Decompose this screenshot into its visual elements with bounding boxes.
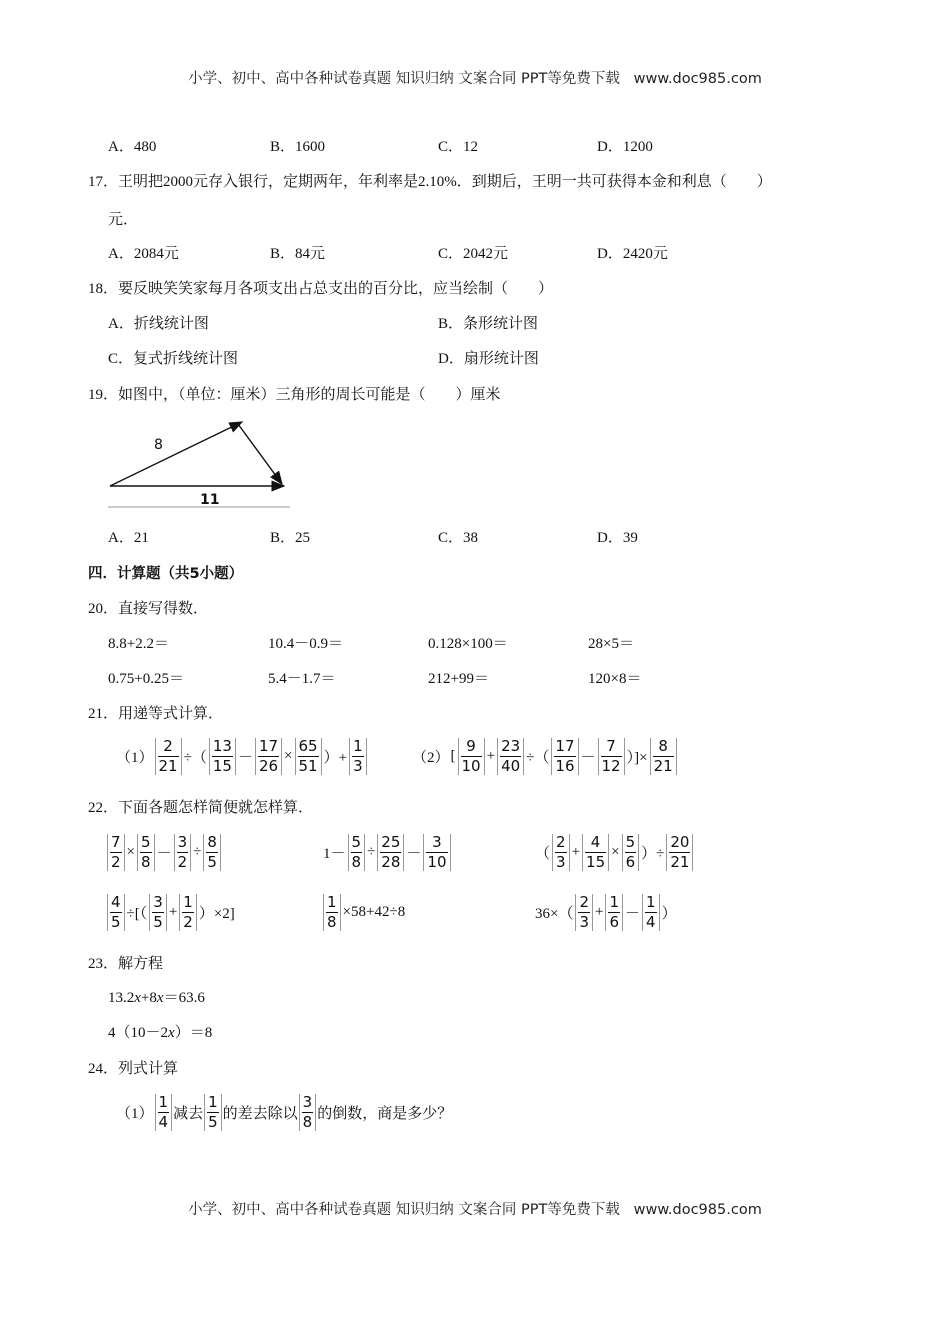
- fraction: $\frac{8}{5}$: [203, 834, 221, 871]
- footer-text: 小学、初中、高中各种试卷真题 知识归纳 文案合同 PPT等免费下载: [188, 1202, 620, 1218]
- fraction: $\frac{3}{8}$: [299, 1094, 317, 1131]
- footer-url: www.doc985.com: [633, 1202, 762, 1218]
- operator: －: [156, 846, 172, 862]
- triangle-figure: [104, 414, 294, 512]
- fraction: $\frac{1}{5}$: [204, 1094, 222, 1131]
- fraction: $\frac{1}{2}$: [179, 894, 197, 931]
- operator: 36×（: [535, 906, 574, 922]
- q20-item: 5.4－1.7＝: [268, 671, 336, 687]
- expr-label: （1）: [116, 750, 154, 766]
- fraction: $\frac{65}{51}$: [295, 738, 322, 775]
- base-label: 11: [200, 492, 220, 508]
- q24-stem: 24．列式计算: [88, 1061, 179, 1077]
- expr-label: （1）: [116, 1106, 154, 1122]
- q19-option-d: D．39: [597, 530, 638, 546]
- operator: －: [237, 750, 253, 766]
- q17-option-d: D．2420元: [597, 246, 668, 262]
- fraction: $\frac{9}{10}$: [458, 738, 485, 775]
- fraction: $\frac{1}{8}$: [323, 894, 341, 931]
- q22-expression-5: [322, 894, 406, 931]
- header-url: www.doc985.com: [633, 71, 762, 87]
- fraction: $\frac{13}{15}$: [209, 738, 236, 775]
- fraction: $\frac{7}{2}$: [107, 834, 125, 871]
- q18-option-a: A．折线统计图: [108, 316, 209, 332]
- q17-stem: 17．王明把2000元存入银行，定期两年，年利率是2.10%．到期后，王明一共可获得本金和利息（ ）: [88, 174, 772, 190]
- side-left-label: 8: [154, 437, 163, 453]
- operator: +: [486, 748, 496, 764]
- operator: ）×2]: [198, 906, 235, 922]
- fraction: $\frac{23}{40}$: [497, 738, 524, 775]
- fraction: $\frac{3}{2}$: [174, 834, 192, 871]
- q23-stem: 23．解方程: [88, 956, 164, 972]
- q18-stem: 18．要反映笑笑家每月各项支出占总支出的百分比，应当绘制（ ）: [88, 281, 554, 297]
- operator: ）]×: [626, 750, 648, 766]
- triangle-side-left: [110, 422, 242, 486]
- fraction: $\frac{7}{12}$: [598, 738, 625, 775]
- fraction: $\frac{1}{4}$: [155, 1094, 173, 1131]
- fraction: $\frac{3}{10}$: [423, 834, 450, 871]
- q22-expression-6: [534, 894, 678, 931]
- q23-equation-2: 4（10－2x）＝8: [108, 1025, 213, 1041]
- q16-option-d: D．1200: [597, 139, 653, 155]
- operator: ）: [661, 906, 677, 922]
- header-text: 小学、初中、高中各种试卷真题 知识归纳 文案合同 PPT等免费下载: [188, 71, 620, 87]
- q18-option-d: D．扇形统计图: [438, 351, 539, 367]
- q20-item: 10.4－0.9＝: [268, 636, 344, 652]
- q21-expression-1: [116, 738, 368, 775]
- operator: +: [571, 844, 581, 860]
- operator: [: [450, 748, 456, 764]
- q20-item: 8.8+2.2＝: [108, 636, 169, 652]
- fraction: $\frac{17}{16}$: [551, 738, 578, 775]
- triangle-side-right: [238, 424, 282, 484]
- operator: ÷: [367, 844, 376, 860]
- fraction: $\frac{5}{6}$: [622, 834, 640, 871]
- operator: +: [168, 904, 178, 920]
- operator: +: [595, 904, 604, 920]
- operator: ×: [611, 844, 620, 860]
- fraction: $\frac{4}{5}$: [107, 894, 125, 931]
- q22-expression-3: [534, 834, 694, 871]
- fraction: $\frac{17}{26}$: [255, 738, 282, 775]
- q22-expression-4: [106, 894, 236, 931]
- q23-equation-1: 13.2x+8x＝63.6: [108, 990, 205, 1006]
- q20-item: 28×5＝: [588, 636, 634, 652]
- text: 减去: [173, 1106, 204, 1122]
- fraction: $\frac{1}{6}$: [605, 894, 623, 931]
- q16-option-a: A．480: [108, 139, 157, 155]
- operator: －: [625, 906, 641, 922]
- q24-expression-1: [116, 1094, 452, 1131]
- fraction: $\frac{20}{21}$: [666, 834, 693, 871]
- q20-item: 212+99＝: [428, 671, 489, 687]
- q17-option-b: B．84元: [270, 246, 326, 262]
- q19-stem: 19．如图中，（单位：厘米）三角形的周长可能是（ ）厘米: [88, 387, 501, 403]
- q16-option-c: C．12: [438, 139, 479, 155]
- operator: ÷: [193, 844, 202, 860]
- fraction: $\frac{4}{15}$: [582, 834, 609, 871]
- fraction: $\frac{2}{3}$: [552, 834, 570, 871]
- text: 的倒数，商是多少？: [317, 1106, 453, 1122]
- q22-expression-2: [322, 834, 452, 871]
- page-header: [0, 67, 950, 88]
- q20-item: 120×8＝: [588, 671, 642, 687]
- q18-option-c: C．复式折线统计图: [108, 351, 239, 367]
- page-footer: [0, 1198, 950, 1219]
- operator: －: [580, 750, 596, 766]
- fraction: $\frac{5}{8}$: [348, 834, 366, 871]
- operator: ×: [284, 748, 293, 764]
- q20-item: 0.75+0.25＝: [108, 671, 184, 687]
- operator: ÷[（: [126, 906, 148, 922]
- fraction: $\frac{8}{21}$: [650, 738, 677, 775]
- expr-label: （2）: [412, 750, 450, 766]
- fraction: $\frac{5}{8}$: [137, 834, 155, 871]
- q19-option-b: B．25: [270, 530, 311, 546]
- operator: （: [535, 846, 551, 862]
- fraction: $\frac{3}{5}$: [149, 894, 167, 931]
- operator: ÷（: [183, 750, 207, 766]
- q20-stem: 20．直接写得数．: [88, 601, 209, 617]
- operator: ）÷: [641, 846, 665, 862]
- q20-item: 0.128×100＝: [428, 636, 508, 652]
- q19-option-c: C．38: [438, 530, 479, 546]
- operator: ）+: [323, 750, 348, 766]
- q21-expression-2: [412, 738, 678, 775]
- section-title: 四．计算题（共5小题）: [88, 566, 244, 582]
- fraction: $\frac{25}{28}$: [377, 834, 404, 871]
- operator: 1－: [323, 846, 346, 862]
- q19-option-a: A．21: [108, 530, 149, 546]
- q18-option-b: B．条形统计图: [438, 316, 539, 332]
- operator: ÷（: [526, 750, 550, 766]
- text: 的差去除以: [222, 1106, 298, 1122]
- q17-option-a: A．2084元: [108, 246, 179, 262]
- operator: ×: [126, 844, 136, 860]
- fraction: $\frac{1}{3}$: [349, 738, 367, 775]
- q21-stem: 21．用递等式计算．: [88, 706, 224, 722]
- q16-option-b: B．1600: [270, 139, 326, 155]
- fraction: $\frac{2}{3}$: [575, 894, 593, 931]
- q17-option-c: C．2042元: [438, 246, 509, 262]
- operator: －: [406, 846, 422, 862]
- q22-stem: 22．下面各题怎样简便就怎样算．: [88, 800, 314, 816]
- q22-expression-1: [106, 834, 222, 871]
- fraction: $\frac{2}{21}$: [155, 738, 182, 775]
- fraction: $\frac{1}{4}$: [642, 894, 660, 931]
- operator: ×58+42÷8: [342, 904, 406, 920]
- q17-stem-continued: 元．: [108, 212, 139, 228]
